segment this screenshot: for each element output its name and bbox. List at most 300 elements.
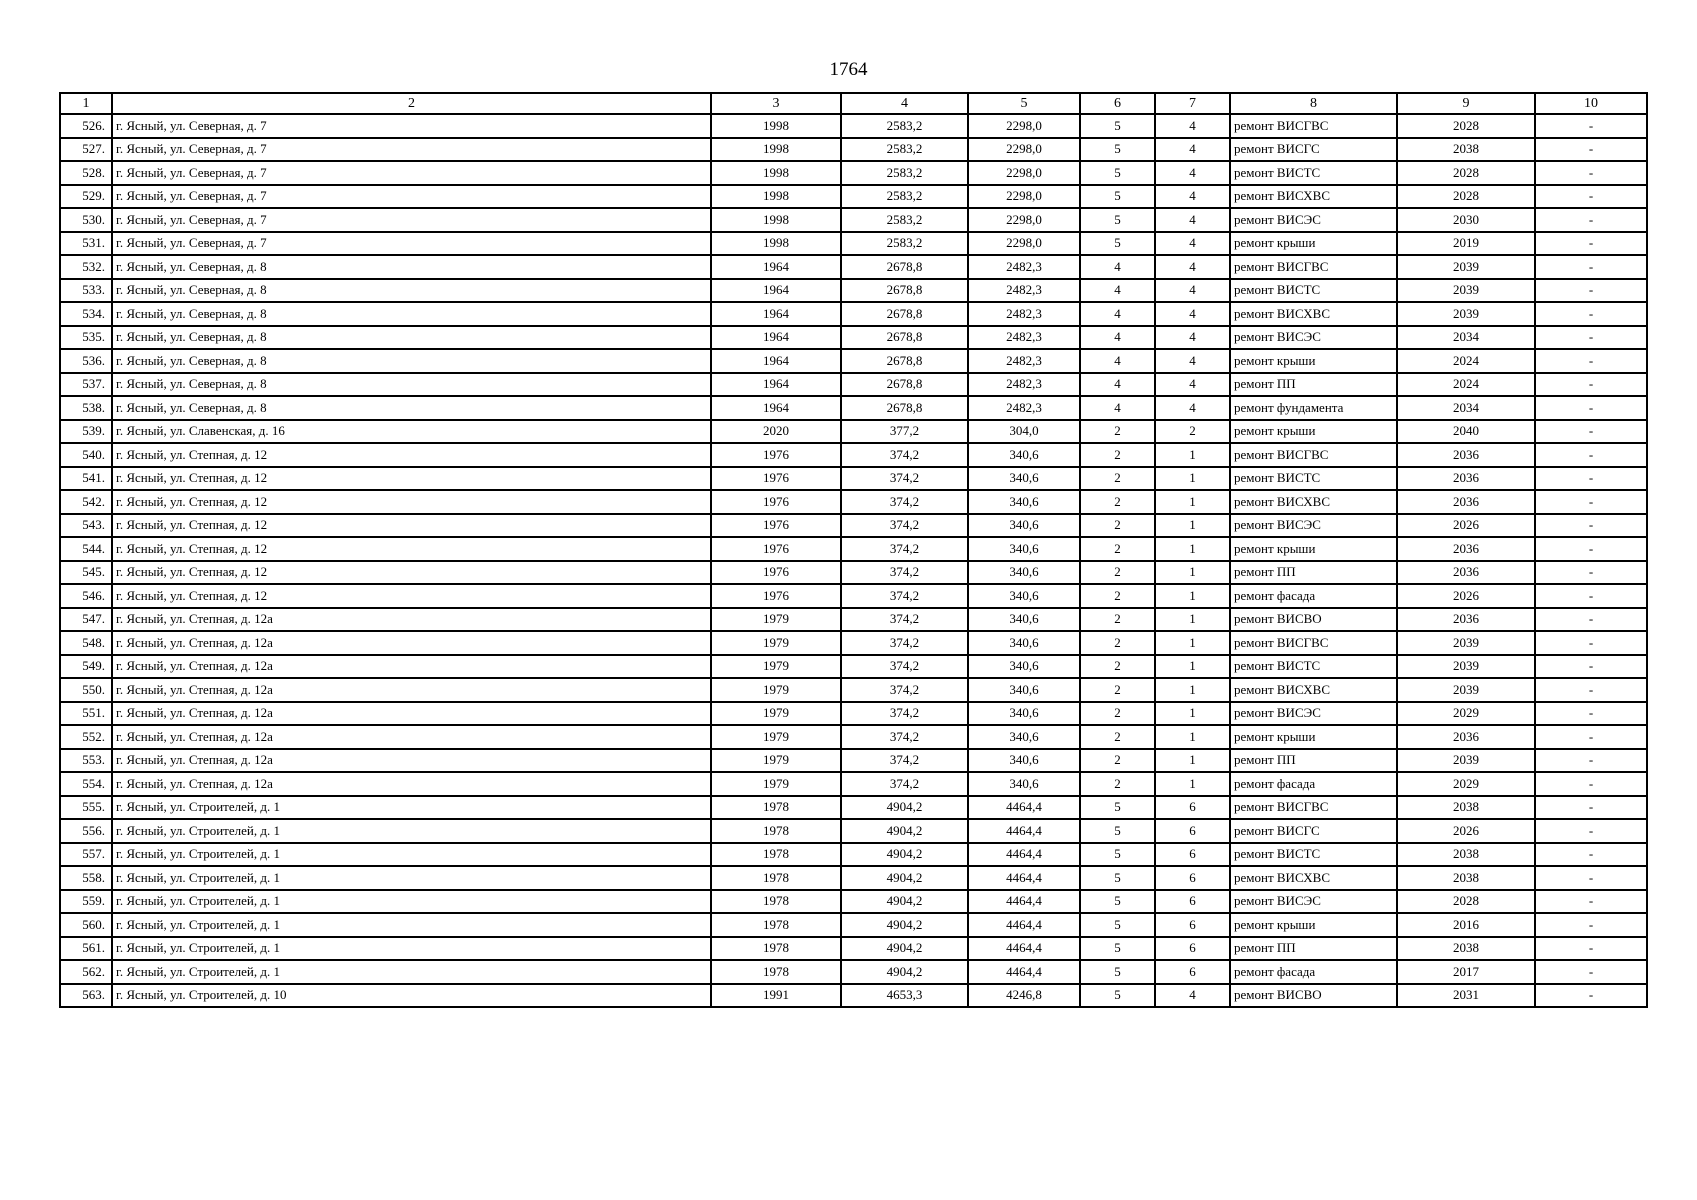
total-area-cell: 2583,2 — [841, 208, 968, 232]
living-area-cell: 2298,0 — [968, 232, 1080, 256]
row-number-cell: 529. — [60, 185, 112, 209]
table-row — [60, 161, 1647, 185]
living-area-cell: 340,6 — [968, 467, 1080, 491]
work-type-cell: ремонт ВИСХВС — [1230, 678, 1397, 702]
work-type-cell: ремонт ВИСТС — [1230, 843, 1397, 867]
living-area-cell: 340,6 — [968, 725, 1080, 749]
note-cell: - — [1535, 537, 1647, 561]
work-type-cell: ремонт ВИСЭС — [1230, 514, 1397, 538]
planned-year-cell: 2028 — [1397, 114, 1535, 138]
build-year-cell: 1998 — [711, 138, 841, 162]
planned-year-cell: 2038 — [1397, 843, 1535, 867]
address-cell: г. Ясный, ул. Строителей, д. 1 — [112, 913, 711, 937]
address-cell: г. Ясный, ул. Строителей, д. 1 — [112, 819, 711, 843]
living-area-cell: 340,6 — [968, 514, 1080, 538]
planned-year-cell: 2039 — [1397, 302, 1535, 326]
total-area-cell: 4653,3 — [841, 984, 968, 1008]
note-cell: - — [1535, 584, 1647, 608]
floors-cell: 5 — [1080, 138, 1155, 162]
row-number-cell: 549. — [60, 655, 112, 679]
entrances-cell: 1 — [1155, 608, 1230, 632]
build-year-cell: 1964 — [711, 373, 841, 397]
floors-cell: 2 — [1080, 631, 1155, 655]
planned-year-cell: 2024 — [1397, 349, 1535, 373]
note-cell: - — [1535, 655, 1647, 679]
living-area-cell: 2482,3 — [968, 349, 1080, 373]
build-year-cell: 2020 — [711, 420, 841, 444]
planned-year-cell: 2039 — [1397, 255, 1535, 279]
floors-cell: 5 — [1080, 232, 1155, 256]
table-row — [60, 913, 1647, 937]
total-area-cell: 4904,2 — [841, 866, 968, 890]
work-type-cell: ремонт ВИСХВС — [1230, 185, 1397, 209]
entrances-cell: 2 — [1155, 420, 1230, 444]
planned-year-cell: 2036 — [1397, 608, 1535, 632]
entrances-cell: 1 — [1155, 537, 1230, 561]
address-cell: г. Ясный, ул. Степная, д. 12 — [112, 514, 711, 538]
note-cell: - — [1535, 819, 1647, 843]
floors-cell: 2 — [1080, 514, 1155, 538]
row-number-cell: 556. — [60, 819, 112, 843]
build-year-cell: 1979 — [711, 631, 841, 655]
build-year-cell: 1998 — [711, 208, 841, 232]
living-area-cell: 2482,3 — [968, 255, 1080, 279]
entrances-cell: 4 — [1155, 396, 1230, 420]
total-area-cell: 2678,8 — [841, 373, 968, 397]
note-cell: - — [1535, 866, 1647, 890]
work-type-cell: ремонт ВИСГВС — [1230, 631, 1397, 655]
entrances-cell: 6 — [1155, 866, 1230, 890]
build-year-cell: 1964 — [711, 255, 841, 279]
living-area-cell: 2298,0 — [968, 161, 1080, 185]
note-cell: - — [1535, 913, 1647, 937]
note-cell: - — [1535, 843, 1647, 867]
total-area-cell: 4904,2 — [841, 937, 968, 961]
work-type-cell: ремонт ВИСЭС — [1230, 208, 1397, 232]
note-cell: - — [1535, 937, 1647, 961]
table-row — [60, 984, 1647, 1008]
table-row — [60, 537, 1647, 561]
build-year-cell: 1979 — [711, 608, 841, 632]
note-cell: - — [1535, 302, 1647, 326]
total-area-cell: 2583,2 — [841, 138, 968, 162]
table-row — [60, 890, 1647, 914]
note-cell: - — [1535, 702, 1647, 726]
living-area-cell: 2482,3 — [968, 326, 1080, 350]
build-year-cell: 1991 — [711, 984, 841, 1008]
row-number-cell: 528. — [60, 161, 112, 185]
entrances-cell: 1 — [1155, 702, 1230, 726]
total-area-cell: 374,2 — [841, 490, 968, 514]
table-row — [60, 255, 1647, 279]
entrances-cell: 1 — [1155, 655, 1230, 679]
address-cell: г. Ясный, ул. Северная, д. 8 — [112, 349, 711, 373]
row-number-cell: 542. — [60, 490, 112, 514]
work-type-cell: ремонт ВИСГС — [1230, 819, 1397, 843]
work-type-cell: ремонт ВИСТС — [1230, 279, 1397, 303]
work-type-cell: ремонт ПП — [1230, 749, 1397, 773]
table-row — [60, 349, 1647, 373]
table-row — [60, 960, 1647, 984]
planned-year-cell: 2017 — [1397, 960, 1535, 984]
floors-cell: 5 — [1080, 208, 1155, 232]
row-number-cell: 558. — [60, 866, 112, 890]
living-area-cell: 340,6 — [968, 537, 1080, 561]
address-cell: г. Ясный, ул. Строителей, д. 1 — [112, 796, 711, 820]
work-type-cell: ремонт ВИСЭС — [1230, 702, 1397, 726]
note-cell: - — [1535, 279, 1647, 303]
entrances-cell: 6 — [1155, 843, 1230, 867]
row-number-cell: 535. — [60, 326, 112, 350]
address-cell: г. Ясный, ул. Степная, д. 12а — [112, 655, 711, 679]
column-number-row — [60, 93, 1647, 114]
row-number-cell: 561. — [60, 937, 112, 961]
total-area-cell: 374,2 — [841, 702, 968, 726]
address-cell: г. Ясный, ул. Строителей, д. 1 — [112, 866, 711, 890]
table-row — [60, 749, 1647, 773]
address-cell: г. Ясный, ул. Северная, д. 8 — [112, 279, 711, 303]
row-number-cell: 533. — [60, 279, 112, 303]
planned-year-cell: 2039 — [1397, 279, 1535, 303]
total-area-cell: 4904,2 — [841, 843, 968, 867]
planned-year-cell: 2026 — [1397, 819, 1535, 843]
row-number-cell: 526. — [60, 114, 112, 138]
living-area-cell: 340,6 — [968, 490, 1080, 514]
row-number-cell: 534. — [60, 302, 112, 326]
table-row — [60, 138, 1647, 162]
table-row — [60, 772, 1647, 796]
build-year-cell: 1998 — [711, 161, 841, 185]
planned-year-cell: 2038 — [1397, 937, 1535, 961]
total-area-cell: 374,2 — [841, 608, 968, 632]
entrances-cell: 4 — [1155, 326, 1230, 350]
living-area-cell: 4246,8 — [968, 984, 1080, 1008]
total-area-cell: 4904,2 — [841, 913, 968, 937]
address-cell: г. Ясный, ул. Степная, д. 12 — [112, 443, 711, 467]
entrances-cell: 1 — [1155, 561, 1230, 585]
work-type-cell: ремонт ВИСГВС — [1230, 443, 1397, 467]
floors-cell: 5 — [1080, 960, 1155, 984]
planned-year-cell: 2031 — [1397, 984, 1535, 1008]
total-area-cell: 374,2 — [841, 749, 968, 773]
address-cell: г. Ясный, ул. Степная, д. 12а — [112, 608, 711, 632]
floors-cell: 2 — [1080, 420, 1155, 444]
work-type-cell: ремонт фасада — [1230, 960, 1397, 984]
entrances-cell: 4 — [1155, 185, 1230, 209]
table-row — [60, 185, 1647, 209]
living-area-cell: 2482,3 — [968, 396, 1080, 420]
address-cell: г. Ясный, ул. Строителей, д. 1 — [112, 843, 711, 867]
work-type-cell: ремонт ПП — [1230, 937, 1397, 961]
living-area-cell: 4464,4 — [968, 913, 1080, 937]
total-area-cell: 374,2 — [841, 467, 968, 491]
living-area-cell: 4464,4 — [968, 866, 1080, 890]
note-cell: - — [1535, 490, 1647, 514]
header-cell: 2 — [112, 93, 711, 114]
total-area-cell: 2583,2 — [841, 114, 968, 138]
row-number-cell: 555. — [60, 796, 112, 820]
floors-cell: 2 — [1080, 608, 1155, 632]
row-number-cell: 538. — [60, 396, 112, 420]
note-cell: - — [1535, 114, 1647, 138]
total-area-cell: 2678,8 — [841, 255, 968, 279]
build-year-cell: 1998 — [711, 232, 841, 256]
header-cell: 3 — [711, 93, 841, 114]
address-cell: г. Ясный, ул. Северная, д. 7 — [112, 185, 711, 209]
address-cell: г. Ясный, ул. Славенская, д. 16 — [112, 420, 711, 444]
entrances-cell: 6 — [1155, 890, 1230, 914]
build-year-cell: 1976 — [711, 443, 841, 467]
living-area-cell: 2298,0 — [968, 208, 1080, 232]
note-cell: - — [1535, 608, 1647, 632]
address-cell: г. Ясный, ул. Строителей, д. 1 — [112, 890, 711, 914]
floors-cell: 5 — [1080, 913, 1155, 937]
living-area-cell: 340,6 — [968, 631, 1080, 655]
entrances-cell: 4 — [1155, 138, 1230, 162]
floors-cell: 2 — [1080, 467, 1155, 491]
floors-cell: 2 — [1080, 584, 1155, 608]
build-year-cell: 1978 — [711, 890, 841, 914]
note-cell: - — [1535, 373, 1647, 397]
table-row — [60, 373, 1647, 397]
living-area-cell: 340,6 — [968, 443, 1080, 467]
floors-cell: 4 — [1080, 302, 1155, 326]
total-area-cell: 4904,2 — [841, 960, 968, 984]
address-cell: г. Ясный, ул. Северная, д. 8 — [112, 396, 711, 420]
page-number: 1764 — [829, 59, 868, 80]
total-area-cell: 374,2 — [841, 537, 968, 561]
work-type-cell: ремонт ВИСХВС — [1230, 866, 1397, 890]
note-cell: - — [1535, 984, 1647, 1008]
header-cell: 1 — [60, 93, 112, 114]
planned-year-cell: 2029 — [1397, 772, 1535, 796]
floors-cell: 5 — [1080, 819, 1155, 843]
work-type-cell: ремонт ВИСВО — [1230, 608, 1397, 632]
build-year-cell: 1964 — [711, 349, 841, 373]
total-area-cell: 4904,2 — [841, 890, 968, 914]
address-cell: г. Ясный, ул. Степная, д. 12а — [112, 631, 711, 655]
floors-cell: 5 — [1080, 866, 1155, 890]
build-year-cell: 1979 — [711, 702, 841, 726]
total-area-cell: 4904,2 — [841, 796, 968, 820]
row-number-cell: 546. — [60, 584, 112, 608]
living-area-cell: 2482,3 — [968, 302, 1080, 326]
row-number-cell: 540. — [60, 443, 112, 467]
table-row — [60, 467, 1647, 491]
table-row — [60, 584, 1647, 608]
work-type-cell: ремонт крыши — [1230, 232, 1397, 256]
table-row — [60, 514, 1647, 538]
entrances-cell: 1 — [1155, 772, 1230, 796]
planned-year-cell: 2038 — [1397, 866, 1535, 890]
address-cell: г. Ясный, ул. Северная, д. 8 — [112, 326, 711, 350]
entrances-cell: 1 — [1155, 443, 1230, 467]
living-area-cell: 340,6 — [968, 584, 1080, 608]
planned-year-cell: 2039 — [1397, 655, 1535, 679]
row-number-cell: 530. — [60, 208, 112, 232]
note-cell: - — [1535, 960, 1647, 984]
table-row — [60, 302, 1647, 326]
row-number-cell: 545. — [60, 561, 112, 585]
floors-cell: 2 — [1080, 678, 1155, 702]
entrances-cell: 6 — [1155, 960, 1230, 984]
living-area-cell: 2482,3 — [968, 279, 1080, 303]
build-year-cell: 1976 — [711, 514, 841, 538]
note-cell: - — [1535, 138, 1647, 162]
work-type-cell: ремонт фундамента — [1230, 396, 1397, 420]
header-cell: 4 — [841, 93, 968, 114]
floors-cell: 4 — [1080, 349, 1155, 373]
living-area-cell: 4464,4 — [968, 937, 1080, 961]
entrances-cell: 1 — [1155, 749, 1230, 773]
floors-cell: 2 — [1080, 490, 1155, 514]
row-number-cell: 537. — [60, 373, 112, 397]
address-cell: г. Ясный, ул. Степная, д. 12а — [112, 725, 711, 749]
total-area-cell: 374,2 — [841, 584, 968, 608]
floors-cell: 2 — [1080, 749, 1155, 773]
table-row — [60, 279, 1647, 303]
floors-cell: 2 — [1080, 443, 1155, 467]
address-cell: г. Ясный, ул. Северная, д. 7 — [112, 232, 711, 256]
floors-cell: 5 — [1080, 937, 1155, 961]
row-number-cell: 547. — [60, 608, 112, 632]
work-type-cell: ремонт ВИСЭС — [1230, 326, 1397, 350]
planned-year-cell: 2036 — [1397, 443, 1535, 467]
build-year-cell: 1964 — [711, 302, 841, 326]
entrances-cell: 4 — [1155, 255, 1230, 279]
total-area-cell: 374,2 — [841, 772, 968, 796]
table-row — [60, 843, 1647, 867]
table-row — [60, 725, 1647, 749]
work-type-cell: ремонт ВИСГВС — [1230, 114, 1397, 138]
total-area-cell: 374,2 — [841, 443, 968, 467]
build-year-cell: 1976 — [711, 467, 841, 491]
note-cell: - — [1535, 467, 1647, 491]
note-cell: - — [1535, 890, 1647, 914]
floors-cell: 4 — [1080, 326, 1155, 350]
floors-cell: 5 — [1080, 890, 1155, 914]
table-row — [60, 631, 1647, 655]
floors-cell: 4 — [1080, 373, 1155, 397]
note-cell: - — [1535, 796, 1647, 820]
row-number-cell: 553. — [60, 749, 112, 773]
floors-cell: 5 — [1080, 984, 1155, 1008]
table-row — [60, 866, 1647, 890]
floors-cell: 5 — [1080, 185, 1155, 209]
living-area-cell: 2298,0 — [968, 138, 1080, 162]
total-area-cell: 374,2 — [841, 655, 968, 679]
entrances-cell: 4 — [1155, 279, 1230, 303]
living-area-cell: 2298,0 — [968, 185, 1080, 209]
floors-cell: 2 — [1080, 537, 1155, 561]
planned-year-cell: 2036 — [1397, 490, 1535, 514]
address-cell: г. Ясный, ул. Строителей, д. 1 — [112, 937, 711, 961]
header-cell: 6 — [1080, 93, 1155, 114]
planned-year-cell: 2040 — [1397, 420, 1535, 444]
floors-cell: 5 — [1080, 114, 1155, 138]
planned-year-cell: 2024 — [1397, 373, 1535, 397]
living-area-cell: 340,6 — [968, 608, 1080, 632]
entrances-cell: 1 — [1155, 678, 1230, 702]
build-year-cell: 1976 — [711, 584, 841, 608]
living-area-cell: 4464,4 — [968, 960, 1080, 984]
note-cell: - — [1535, 396, 1647, 420]
entrances-cell: 1 — [1155, 631, 1230, 655]
total-area-cell: 4904,2 — [841, 819, 968, 843]
build-year-cell: 1978 — [711, 843, 841, 867]
build-year-cell: 1976 — [711, 537, 841, 561]
total-area-cell: 2583,2 — [841, 232, 968, 256]
address-cell: г. Ясный, ул. Степная, д. 12а — [112, 678, 711, 702]
total-area-cell: 374,2 — [841, 514, 968, 538]
planned-year-cell: 2036 — [1397, 561, 1535, 585]
address-cell: г. Ясный, ул. Строителей, д. 1 — [112, 960, 711, 984]
planned-year-cell: 2038 — [1397, 138, 1535, 162]
planned-year-cell: 2028 — [1397, 890, 1535, 914]
header-cell: 10 — [1535, 93, 1647, 114]
entrances-cell: 1 — [1155, 514, 1230, 538]
row-number-cell: 544. — [60, 537, 112, 561]
row-number-cell: 551. — [60, 702, 112, 726]
work-type-cell: ремонт ВИСХВС — [1230, 302, 1397, 326]
build-year-cell: 1978 — [711, 937, 841, 961]
address-cell: г. Ясный, ул. Степная, д. 12 — [112, 467, 711, 491]
address-cell: г. Ясный, ул. Северная, д. 8 — [112, 255, 711, 279]
entrances-cell: 4 — [1155, 984, 1230, 1008]
note-cell: - — [1535, 208, 1647, 232]
total-area-cell: 2678,8 — [841, 302, 968, 326]
planned-year-cell: 2036 — [1397, 537, 1535, 561]
row-number-cell: 543. — [60, 514, 112, 538]
table-row — [60, 490, 1647, 514]
entrances-cell: 4 — [1155, 208, 1230, 232]
table-body — [60, 114, 1647, 1007]
planned-year-cell: 2038 — [1397, 796, 1535, 820]
build-year-cell: 1998 — [711, 185, 841, 209]
address-cell: г. Ясный, ул. Северная, д. 7 — [112, 161, 711, 185]
total-area-cell: 374,2 — [841, 561, 968, 585]
total-area-cell: 2678,8 — [841, 396, 968, 420]
total-area-cell: 2678,8 — [841, 326, 968, 350]
note-cell: - — [1535, 678, 1647, 702]
entrances-cell: 4 — [1155, 373, 1230, 397]
total-area-cell: 377,2 — [841, 420, 968, 444]
build-year-cell: 1979 — [711, 749, 841, 773]
note-cell: - — [1535, 631, 1647, 655]
build-year-cell: 1964 — [711, 279, 841, 303]
entrances-cell: 1 — [1155, 584, 1230, 608]
entrances-cell: 4 — [1155, 232, 1230, 256]
table-row — [60, 326, 1647, 350]
entrances-cell: 1 — [1155, 490, 1230, 514]
planned-year-cell: 2036 — [1397, 725, 1535, 749]
address-cell: г. Ясный, ул. Степная, д. 12 — [112, 584, 711, 608]
entrances-cell: 6 — [1155, 819, 1230, 843]
build-year-cell: 1964 — [711, 396, 841, 420]
work-type-cell: ремонт крыши — [1230, 537, 1397, 561]
work-type-cell: ремонт ПП — [1230, 561, 1397, 585]
note-cell: - — [1535, 326, 1647, 350]
address-cell: г. Ясный, ул. Северная, д. 7 — [112, 208, 711, 232]
row-number-cell: 539. — [60, 420, 112, 444]
living-area-cell: 340,6 — [968, 772, 1080, 796]
address-cell: г. Ясный, ул. Степная, д. 12а — [112, 702, 711, 726]
address-cell: г. Ясный, ул. Степная, д. 12 — [112, 561, 711, 585]
address-cell: г. Ясный, ул. Северная, д. 7 — [112, 138, 711, 162]
row-number-cell: 560. — [60, 913, 112, 937]
work-type-cell: ремонт ВИСТС — [1230, 161, 1397, 185]
living-area-cell: 340,6 — [968, 655, 1080, 679]
